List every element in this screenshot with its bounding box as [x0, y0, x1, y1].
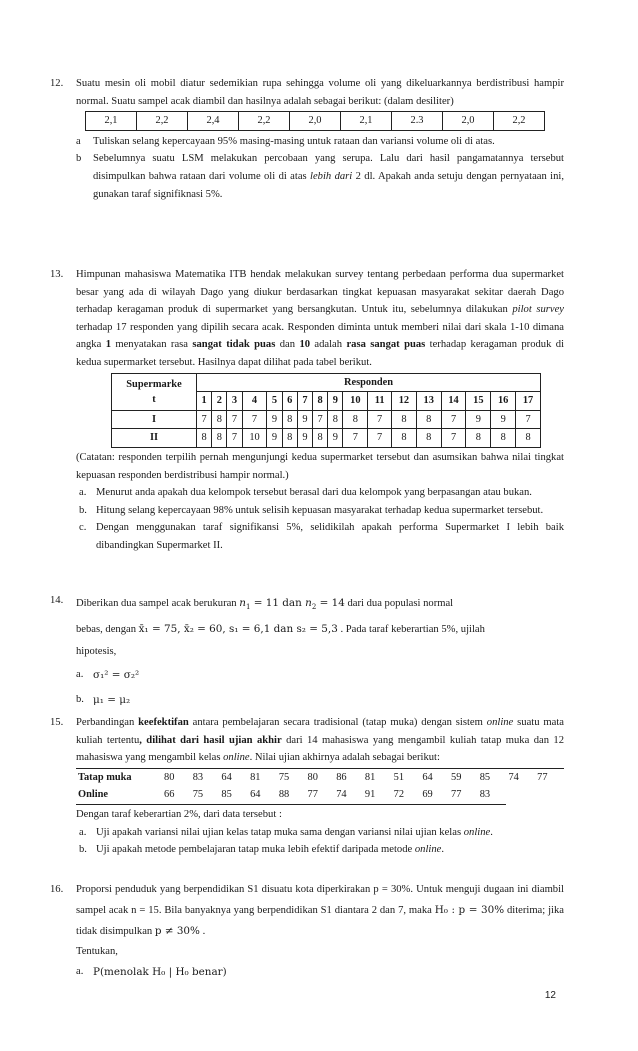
sub-question-a: a Tuliskan selang kepercayaan 95% masing-masing untuk rataan dan variansi volume oli di atas.	[76, 135, 495, 147]
table-cell: 81	[363, 768, 392, 786]
table-cell: 7	[197, 410, 212, 429]
table-cell: 9	[267, 429, 282, 448]
table-cell: 2,2	[137, 112, 188, 131]
table-cell: 2.3	[392, 112, 443, 131]
table-header-cell: 7	[297, 392, 312, 411]
question-text-3: hipotesis,	[76, 646, 117, 658]
table-cell: 8	[212, 410, 227, 429]
table-cell: 8	[197, 429, 212, 448]
table-cell: 9	[466, 410, 491, 429]
table-cell: 80	[306, 768, 335, 786]
question-text: Proporsi penduduk yang berpendidikan S1 disuatu kota diperkirakan p = 30%. Untuk menguji dugaan ini diambil sampel acak n = 15. Bila banyaknya yang berpendidikan S1 diantara 2 dan 7, maka H₀ : p = 30% diterima; jika tidak disimpulkan p ≠ 30% .	[76, 884, 564, 937]
table-cell: 7	[313, 410, 328, 429]
sub-question-a: a. Uji apakah variansi nilai ujian kelas tatap muka sama dengan variansi nilai ujian kelas online.	[79, 826, 493, 838]
data-table	[111, 373, 541, 448]
sub-question-b: b. Hitung selang kepercayaan 98% untuk selisih kepuasan masyarakat terhadap kedua supermarket tersebut.	[79, 504, 544, 516]
table-cell: 8	[516, 429, 541, 448]
question-text: Diberikan dua sampel acak berukuran $n_1 = 11$ dan $n_2 = 14$ dari dua populasi normal	[76, 597, 454, 612]
table-cell: 10	[242, 429, 267, 448]
table-header-cell: 1	[197, 392, 212, 411]
table-cell: 9	[328, 429, 343, 448]
table-header-cell: 5	[267, 392, 282, 411]
table-cell: 85	[478, 768, 507, 786]
table-header-cell: 11	[368, 392, 392, 411]
table-cell: 9	[491, 410, 516, 429]
table-cell: 8	[282, 429, 297, 448]
question-number: 16.	[50, 884, 64, 895]
sub-question-a: a. σ₁² = σ₂²	[76, 669, 140, 682]
table-cell: 8	[466, 429, 491, 448]
question-number: 13.	[50, 269, 64, 280]
table-cell: 7	[227, 410, 242, 429]
table-row: Online 66 75 85 64 88 77 74 91 72 69 77 83	[76, 786, 564, 804]
table-cell: 88	[277, 786, 306, 804]
table-cell: 74	[334, 786, 363, 804]
data-table	[76, 768, 564, 805]
note: (Catatan: responden terpilih pernah mengunjungi kedua supermarket tersebut dan asumsikan bahwa nilai tingkat kepuasan responden berdistribusi hampir normal.)	[76, 451, 564, 481]
question-text: Himpunan mahasiswa Matematika ITB hendak melakukan survey tentang perbedaan performa dua supermarket besar yang ada di wilayah Dago yang diukur berdasarkan tingkat kepuasan masyarakat sekitar daerah Dago terhadap keragaman produk di supermarket yang bersangkutan. Untuk itu, sebelumnya dilakukan pilot survey terhadap 17 responden yang dipilih secara acak. Responden diminta untuk memberi nilai dari skala 1-10 dimana angka 1 menyatakan rasa sangat tidak puas dan 10 adalah rasa sangat puas terhadap keragaman produk di kedua supermarket tersebut. Hasilnya dapat dilihat pada tabel berikut.	[76, 269, 565, 368]
table-cell: 8	[313, 429, 328, 448]
sub-question-b: b. Uji apakah metode pembelajaran tatap muka lebih efektif daripada metode online.	[79, 844, 444, 856]
table-header-cell: 17	[516, 392, 541, 411]
table-cell: 75	[191, 786, 220, 804]
table-cell: 9	[267, 410, 282, 429]
question-text-2: bebas, dengan x̄₁ = 75, x̄₂ = 60, s₁ = 6,1 dan s₂ = 5,3 . Pada taraf keberartian 5%, ujilah	[76, 623, 485, 636]
table-cell: 83	[191, 768, 220, 786]
table-cell: 8	[343, 410, 368, 429]
table-header-cell: 6	[282, 392, 297, 411]
question-number: 14.	[50, 595, 64, 606]
table-cell: 2,2	[494, 112, 545, 131]
table-header-responden: Responden	[197, 373, 541, 392]
table-cell: 2,1	[341, 112, 392, 131]
question-number: 15.	[50, 717, 64, 728]
table-cell: 77	[535, 768, 564, 786]
question-15	[50, 714, 565, 859]
table-cell: 8	[416, 410, 441, 429]
table-cell: 7	[227, 429, 242, 448]
sub-question-b: b. μ₁ = μ₂	[76, 694, 131, 707]
table-cell: 8	[392, 429, 417, 448]
table-cell: 7	[368, 410, 392, 429]
table-cell: 75	[277, 768, 306, 786]
question-12	[50, 75, 564, 203]
table-cell: 77	[449, 786, 478, 804]
table-cell: 2,0	[290, 112, 341, 131]
table-cell: 59	[449, 768, 478, 786]
table-cell: 2,1	[86, 112, 137, 131]
table-cell: 7	[242, 410, 267, 429]
table-row: Tatap muka 80 83 64 81 75 80 86 81 51 64 59 85 74 77	[76, 768, 564, 786]
table-cell: 72	[392, 786, 421, 804]
sub-question-b: b Sebelumnya suatu LSM melakukan percobaan yang serupa. Lalu dari hasil pangamatannya tersebut disimpulkan bahwa rataan dari volume oli di atas lebih dari 2 dl. Apakah anda setuju dengan pernyataan ini, gunakan taraf signifiknasi 5%.	[76, 153, 564, 200]
table-header-cell: 13	[416, 392, 441, 411]
table-cell: 86	[334, 768, 363, 786]
question-text: Perbandingan keefektifan antara pembelajaran secara tradisional (tatap muka) dengan sistem online suatu mata kuliah tertentu, dilihat dari hasil ujian akhir dari 14 mahasiswa yang mengambil kuliah tatap muka dan 12 mahasiswa yang mengambil kelas online. Nilai ujian akhirnya adalah sebagai berikut:	[76, 717, 565, 764]
table-cell: 2,2	[239, 112, 290, 131]
table-cell: 64	[219, 768, 248, 786]
table-cell: 91	[363, 786, 392, 804]
table-header-cell: 4	[242, 392, 267, 411]
table-cell: 8	[282, 410, 297, 429]
table-row: I 7 8 7 7 9 8 9 7 8 8 7 8 8 7 9 9 7	[112, 410, 541, 429]
question-text: Suatu mesin oli mobil diatur sedemikian rupa sehingga volume oli yang dikeluarkannya berdistribusi hampir normal. Suatu sampel acak diambil dan hasilnya adalah sebagai berikut: (dalam desiliter)	[76, 78, 564, 107]
table-header-cell: 9	[328, 392, 343, 411]
table-cell: 85	[219, 786, 248, 804]
table-header-cell: 2	[212, 392, 227, 411]
table-cell: 64	[420, 768, 449, 786]
table-row	[86, 112, 545, 131]
table-cell: 74	[506, 768, 535, 786]
table-cell: 66	[162, 786, 191, 804]
question-text-2: Tentukan,	[76, 946, 118, 957]
table-cell: 80	[162, 768, 191, 786]
table-cell: 9	[297, 410, 312, 429]
table-cell: 7	[441, 410, 466, 429]
table-cell: 81	[248, 768, 277, 786]
table-header-cell: 14	[441, 392, 466, 411]
question-number: 12.	[50, 78, 64, 89]
table-cell: 8	[491, 429, 516, 448]
table-header-cell: 3	[227, 392, 242, 411]
table-cell: 7	[368, 429, 392, 448]
data-table	[85, 111, 545, 131]
table-header-cell: 8	[313, 392, 328, 411]
table-cell: 8	[212, 429, 227, 448]
table-cell: 83	[478, 786, 507, 804]
table-cell: 69	[420, 786, 449, 804]
table-header-cell: 16	[491, 392, 516, 411]
table-cell: 2,0	[443, 112, 494, 131]
question-13	[50, 266, 565, 555]
sample-statistics: x̄₁ = 75, x̄₂ = 60, s₁ = 6,1 dan s₂ = 5,3	[138, 623, 338, 636]
question-text-2: Dengan taraf keberartian 2%, dari data tersebut :	[76, 808, 282, 820]
sub-question-a: a. Menurut anda apakah dua kelompok tersebut berasal dari dua kelompok yang berpasangan atau bukan.	[79, 487, 532, 499]
table-cell: 8	[328, 410, 343, 429]
table-cell: 9	[297, 429, 312, 448]
table-cell: 2,4	[188, 112, 239, 131]
table-header-supermarket: Supermarke t	[112, 373, 197, 410]
question-16	[50, 880, 564, 983]
table-cell: 7	[516, 410, 541, 429]
question-14	[50, 592, 564, 713]
sub-question-c: c. Dengan menggunakan taraf signifikansi 5%, selidikilah apakah performa Supermarket I lebih baik dibandingkan Supermarket II.	[79, 522, 564, 551]
page-number: 12	[544, 990, 556, 1001]
sub-question-a: a. P(menolak H₀ | H₀ benar)	[76, 966, 227, 978]
table-row: II 8 8 7 10 9 8 9 8 9 7 7 8 8 7 8 8 8	[112, 429, 541, 448]
table-header-cell: 15	[466, 392, 491, 411]
table-cell: 51	[392, 768, 421, 786]
table-cell: 7	[441, 429, 466, 448]
table-cell: 77	[306, 786, 335, 804]
table-header-cell: 12	[392, 392, 417, 411]
table-cell: 64	[248, 786, 277, 804]
table-cell: 8	[392, 410, 417, 429]
table-cell: 8	[416, 429, 441, 448]
table-cell: 7	[343, 429, 368, 448]
table-header-cell: 10	[343, 392, 368, 411]
